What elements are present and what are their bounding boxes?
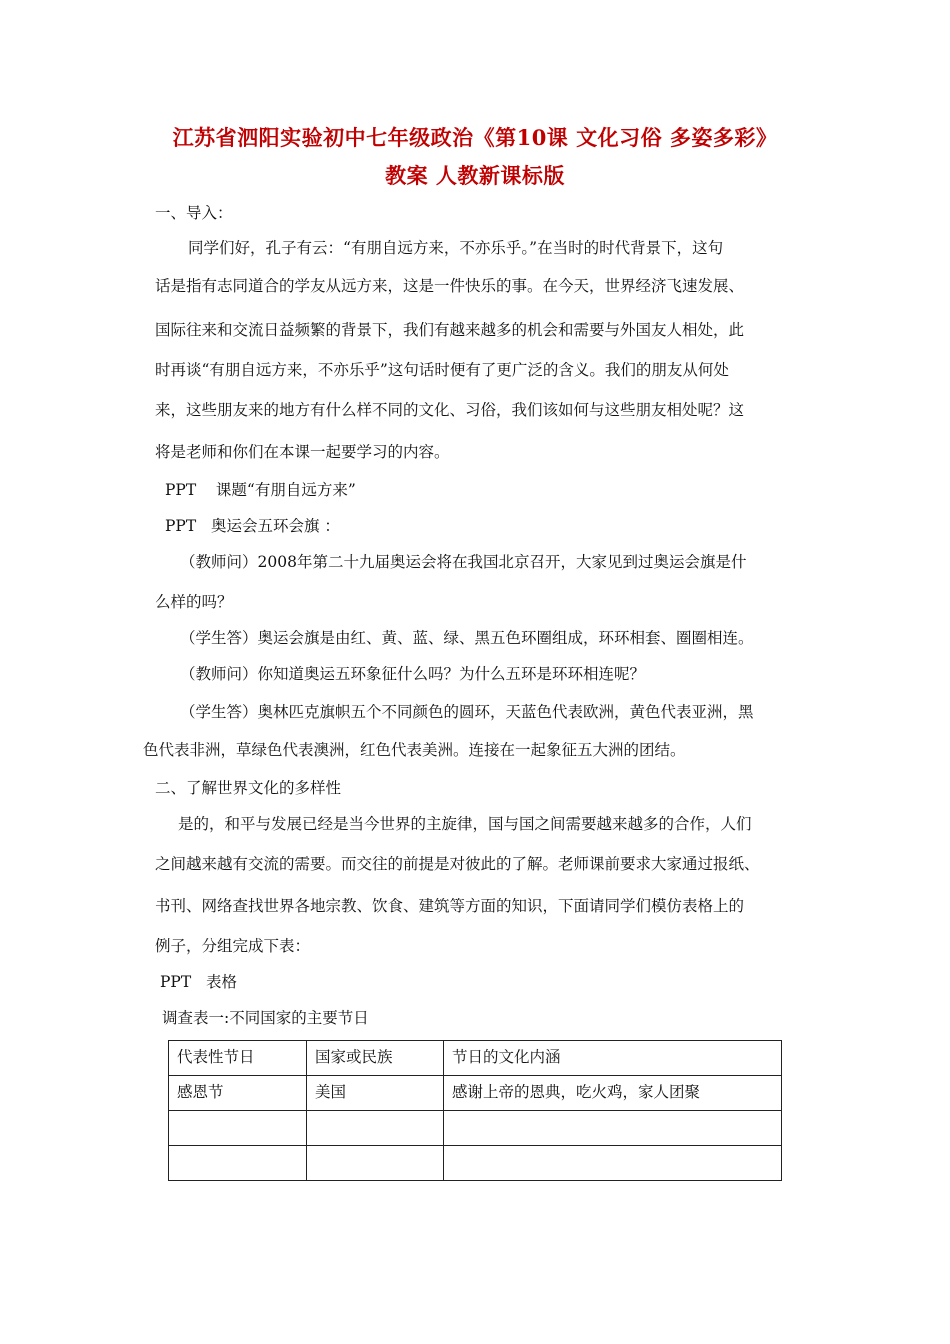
section-2-line: 书刊、网络查找世界各地宗教、饮食、建筑等方面的知识，下面请同学们模仿表格上的 [155, 897, 745, 915]
festival-survey-table [168, 1040, 782, 1181]
ppt-topic-line: PPT 课题“有朋自远方来” [165, 481, 356, 499]
intro-line: 来，这些朋友来的地方有什么样不同的文化、习俗，我们该如何与这些朋友相处呢？这 [155, 401, 745, 419]
ppt-olympic-flag-line: PPT 奥运会五环会旗 ： [165, 517, 340, 535]
intro-line: 时再谈“有朋自远方来，不亦乐乎”这句话时便有了更广泛的含义。我们的朋友从何处 [155, 361, 729, 379]
table-cell [444, 1146, 782, 1181]
table-caption: 调查表一:不同国家的主要节日 [162, 1009, 369, 1027]
student-answer-2: （学生答）奥林匹克旗帜五个不同颜色的圆环，天蓝色代表欧洲，黄色代表亚洲，黑 [180, 703, 754, 721]
table-cell [169, 1146, 307, 1181]
section-2-heading: 二、了解世界文化的多样性 [155, 779, 342, 797]
teacher-question-2: （教师问）你知道奥运五环象征什么吗？为什么五环是环环相连呢？ [180, 665, 646, 683]
document-title-line-2: 教案 人教新课标版 [385, 163, 565, 188]
table-header-cell: 国家或民族 [307, 1041, 444, 1076]
table-header-cell: 节日的文化内涵 [444, 1041, 782, 1076]
document-title-line-1: 江苏省泗阳实验初中七年级政治《第10课 文化习俗 多姿多彩》 [172, 125, 778, 150]
intro-line: 同学们好，孔子有云：“有朋自远方来，不亦乐乎。”在当时的时代背景下，这句 [188, 239, 724, 257]
table-row [169, 1076, 782, 1111]
table-cell: 感谢上帝的恩典，吃火鸡，家人团聚 [444, 1076, 782, 1111]
section-1-heading: 一、导入： [155, 204, 233, 222]
table-cell [444, 1111, 782, 1146]
table-header-cell: 代表性节日 [169, 1041, 307, 1076]
table-cell [307, 1146, 444, 1181]
table-cell: 感恩节 [169, 1076, 307, 1111]
table-row [169, 1111, 782, 1146]
section-2-line: 例子，分组完成下表： [155, 937, 311, 955]
student-answer-2-cont: 色代表非洲，草绿色代表澳洲，红色代表美洲。连接在一起象征五大洲的团结。 [143, 741, 686, 759]
table-row [169, 1146, 782, 1181]
intro-line: 国际往来和交流日益频繁的背景下，我们有越来越多的机会和需要与外国友人相处，此 [155, 321, 745, 339]
intro-line: 话是指有志同道合的学友从远方来，这是一件快乐的事。在今天，世界经济飞速发展、 [155, 277, 745, 295]
intro-line: 将是老师和你们在本课一起要学习的内容。 [155, 443, 450, 461]
table-cell [307, 1111, 444, 1146]
ppt-table-line: PPT 表格 [160, 973, 237, 991]
table-cell [169, 1111, 307, 1146]
teacher-question-1-cont: 么样的吗？ [155, 593, 233, 611]
teacher-question-1: （教师问）2008年第二十九届奥运会将在我国北京召开，大家见到过奥运会旗是什 [180, 553, 747, 571]
student-answer-1: （学生答）奥运会旗是由红、黄、蓝、绿、黑五色环圈组成，环环相套、圈圈相连。 [180, 629, 754, 647]
table-cell: 美国 [307, 1076, 444, 1111]
section-2-line: 之间越来越有交流的需要。而交往的前提是对彼此的了解。老师课前要求大家通过报纸、 [155, 855, 760, 873]
table-header-row [169, 1041, 782, 1076]
section-2-line: 是的，和平与发展已经是当今世界的主旋律，国与国之间需要越来越多的合作，人们 [178, 815, 752, 833]
